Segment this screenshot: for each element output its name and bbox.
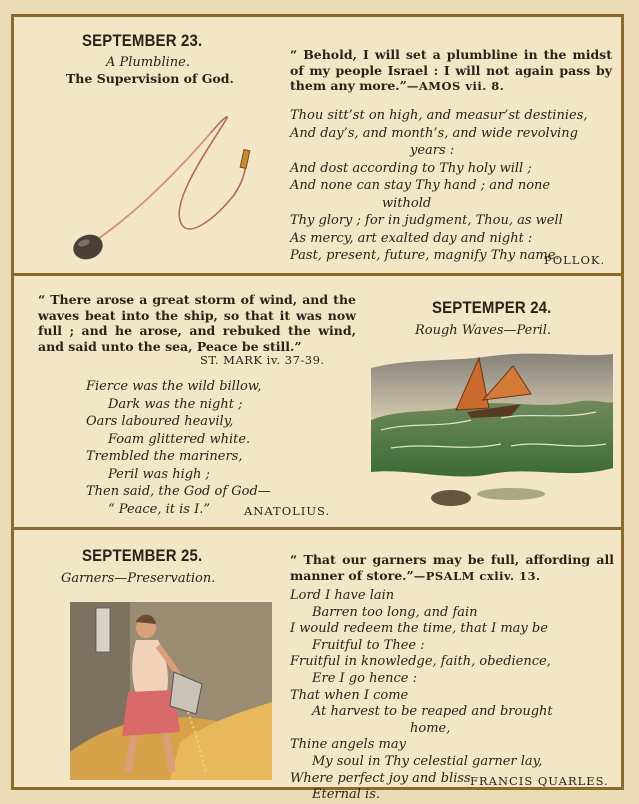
poem-line: And dost according to Thy holy will ;: [290, 160, 532, 176]
plumbline-icon: [64, 105, 284, 270]
poem-line: Fruitful to Thee :: [312, 637, 425, 653]
quote-text: “ Behold, I will set a plumbline in the midst of my people Israel : I will not again pass by them any more.”: [290, 47, 612, 93]
poem-line: My soul in Thy celestial garner lay,: [312, 753, 543, 769]
poem-line: Ere I go hence :: [312, 670, 418, 686]
poem-line: At harvest to be reaped and brought: [312, 704, 553, 720]
poem: [86, 378, 346, 518]
poem-line: Where perfect joy and bliss: [290, 770, 471, 786]
poem-line: Barren too long, and fain: [312, 604, 478, 620]
poem-line: Thou sitt’st on high, and measur’st destinies,: [290, 108, 588, 123]
poem-line: That when I come: [290, 687, 409, 703]
poem-line: home,: [410, 720, 451, 736]
poem-line: Thine angels may: [290, 737, 406, 753]
poem-line: years :: [410, 143, 455, 158]
poem-line: Trembled the mariners,: [86, 449, 243, 464]
quote-text: “ That our garners may be full, affording all manner of store.”: [290, 552, 614, 583]
poem-author: FRANCIS QUARLES.: [470, 774, 609, 788]
scripture-reference: —AMOS vii. 8.: [406, 79, 505, 93]
poem-line: I would redeem the time, that I may be: [290, 621, 548, 637]
poem: [290, 107, 612, 265]
poem-line: Then said, the God of God—: [86, 484, 271, 499]
harvest-worker-illustration: [70, 602, 272, 780]
date-heading: SEPTEMBER 23.: [82, 31, 203, 50]
poem-line: And none can stay Thy hand ; and none: [290, 178, 551, 193]
entry-subtitle: Rough Waves—Peril.: [415, 323, 552, 338]
date-heading: SEPTEMBER 25.: [82, 546, 203, 565]
poem: [290, 588, 614, 804]
scripture-quote: [290, 552, 614, 584]
entry-september-24: [14, 276, 621, 527]
poem-line: Lord I have lain: [290, 588, 395, 603]
poem-line: Thy glory ; for in judgment, Thou, as well: [290, 213, 563, 228]
poem-line: Foam glittered white.: [108, 431, 251, 447]
poem-line: And day’s, and month’s, and wide revolving: [290, 125, 578, 141]
poem-line: Oars laboured heavily,: [86, 414, 234, 429]
poem-line: Past, present, future, magnify Thy name.: [290, 248, 560, 263]
entry-theme: The Supervision of God.: [66, 71, 234, 86]
entry-september-25: [14, 530, 621, 803]
entry-subtitle: A Plumbline.: [106, 55, 190, 70]
poem-author: ANATOLIUS.: [244, 504, 331, 518]
poem-line: “ Peace, it is I.”: [108, 501, 211, 517]
poem-line: Fierce was the wild billow,: [86, 379, 262, 394]
scripture-reference: ST. MARK iv. 37-39.: [200, 353, 325, 367]
poem-line: As mercy, art exalted day and night :: [290, 230, 533, 246]
poem-author: POLLOK.: [544, 253, 606, 267]
date-heading: SEPTEMPER 24.: [432, 298, 552, 317]
poem-line: Dark was the night ;: [108, 396, 243, 412]
entry-subtitle: Garners—Preservation.: [61, 571, 216, 586]
scripture-quote: [290, 47, 612, 95]
poem-line: withold: [382, 195, 432, 211]
scripture-reference: —PSALM cxliv. 13.: [413, 568, 541, 583]
poem-line: Eternal is.: [312, 787, 380, 803]
scripture-quote: [38, 292, 356, 354]
storm-ship-illustration: [371, 348, 613, 518]
quote-text: “ There arose a great storm of wind, and the waves beat into the ship, so that it was now full ; and he arose, and rebuked the wind, and said unto the sea, Peace be still.”: [38, 292, 356, 354]
entry-september-23: [14, 17, 621, 273]
poem-line: Peril was high ;: [108, 466, 210, 482]
poem-line: Fruitful in knowledge, faith, obedience,: [290, 654, 551, 670]
calendar-page: [11, 14, 624, 803]
